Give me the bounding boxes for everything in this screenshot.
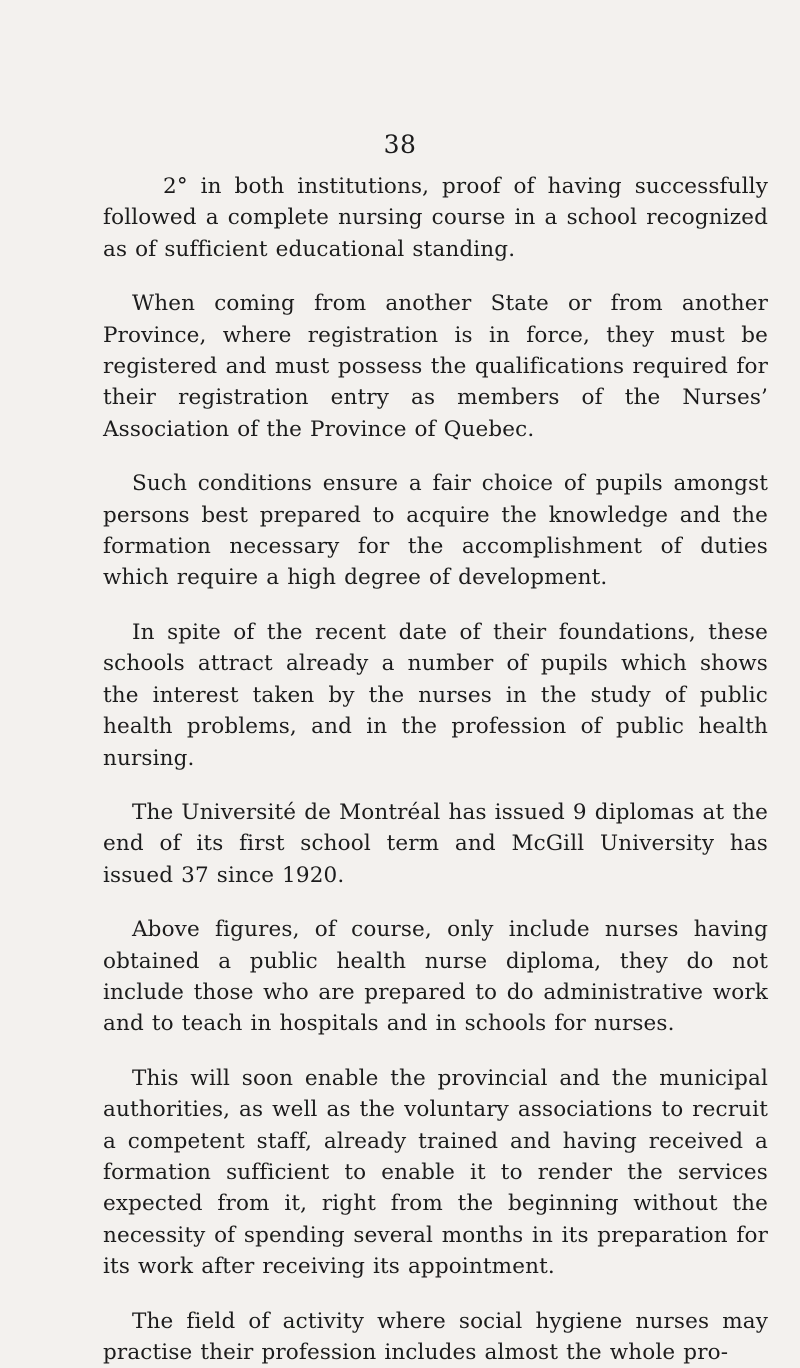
paragraph-schools-attract: In spite of the recent date of their foundations, these schools attract already a number of pupils which shows the interest taken by the nurses in the study of public health problems, and in the profession of public health nursing. xyxy=(103,619,768,771)
paragraph-figures: Above figures, of course, only include nurses having obtained a public health nurse diploma, they do not include those who are prepared to do administrative work and to teach in hospitals and in schools for nurses. xyxy=(103,917,768,1037)
paragraph-recruitment: This will soon enable the provincial and the municipal authorities, as well as the voluntary associations to recruit a competent staff, already trained and having received a formation sufficient to enable it to render the services expected from it, right from the beginning without the necessity of spending several months in its preparation for its work after receiving its appointment. xyxy=(103,1065,768,1280)
paragraph-qualification-item: 2° in both institutions, proof of having successfully followed a complete nursing course in a school recognized as of sufficient educational standing. xyxy=(103,174,768,262)
paragraph-diplomas: The Université de Montréal has issued 9 diplomas at the end of its first school term and McGill University has issued 37 since 1920. xyxy=(103,799,768,888)
paragraph-field-of-activity: The field of activity where social hygiene nurses may practise their profession includes almost the whole pro- xyxy=(103,1308,768,1365)
paragraph-conditions: Such conditions ensure a fair choice of pupils amongst persons best prepared to acquire the knowledge and the formation necessary for the accomplishment of duties which require a high degree of development. xyxy=(103,471,768,591)
paragraph-registration: When coming from another State or from another Province, where registration is in force, they must be registered and must possess the qualifications required for their registration entry as members of the Nurses’ Association of the Province of Quebec. xyxy=(103,291,768,442)
page-number: 38 xyxy=(383,130,417,159)
body-text xyxy=(103,171,768,1368)
